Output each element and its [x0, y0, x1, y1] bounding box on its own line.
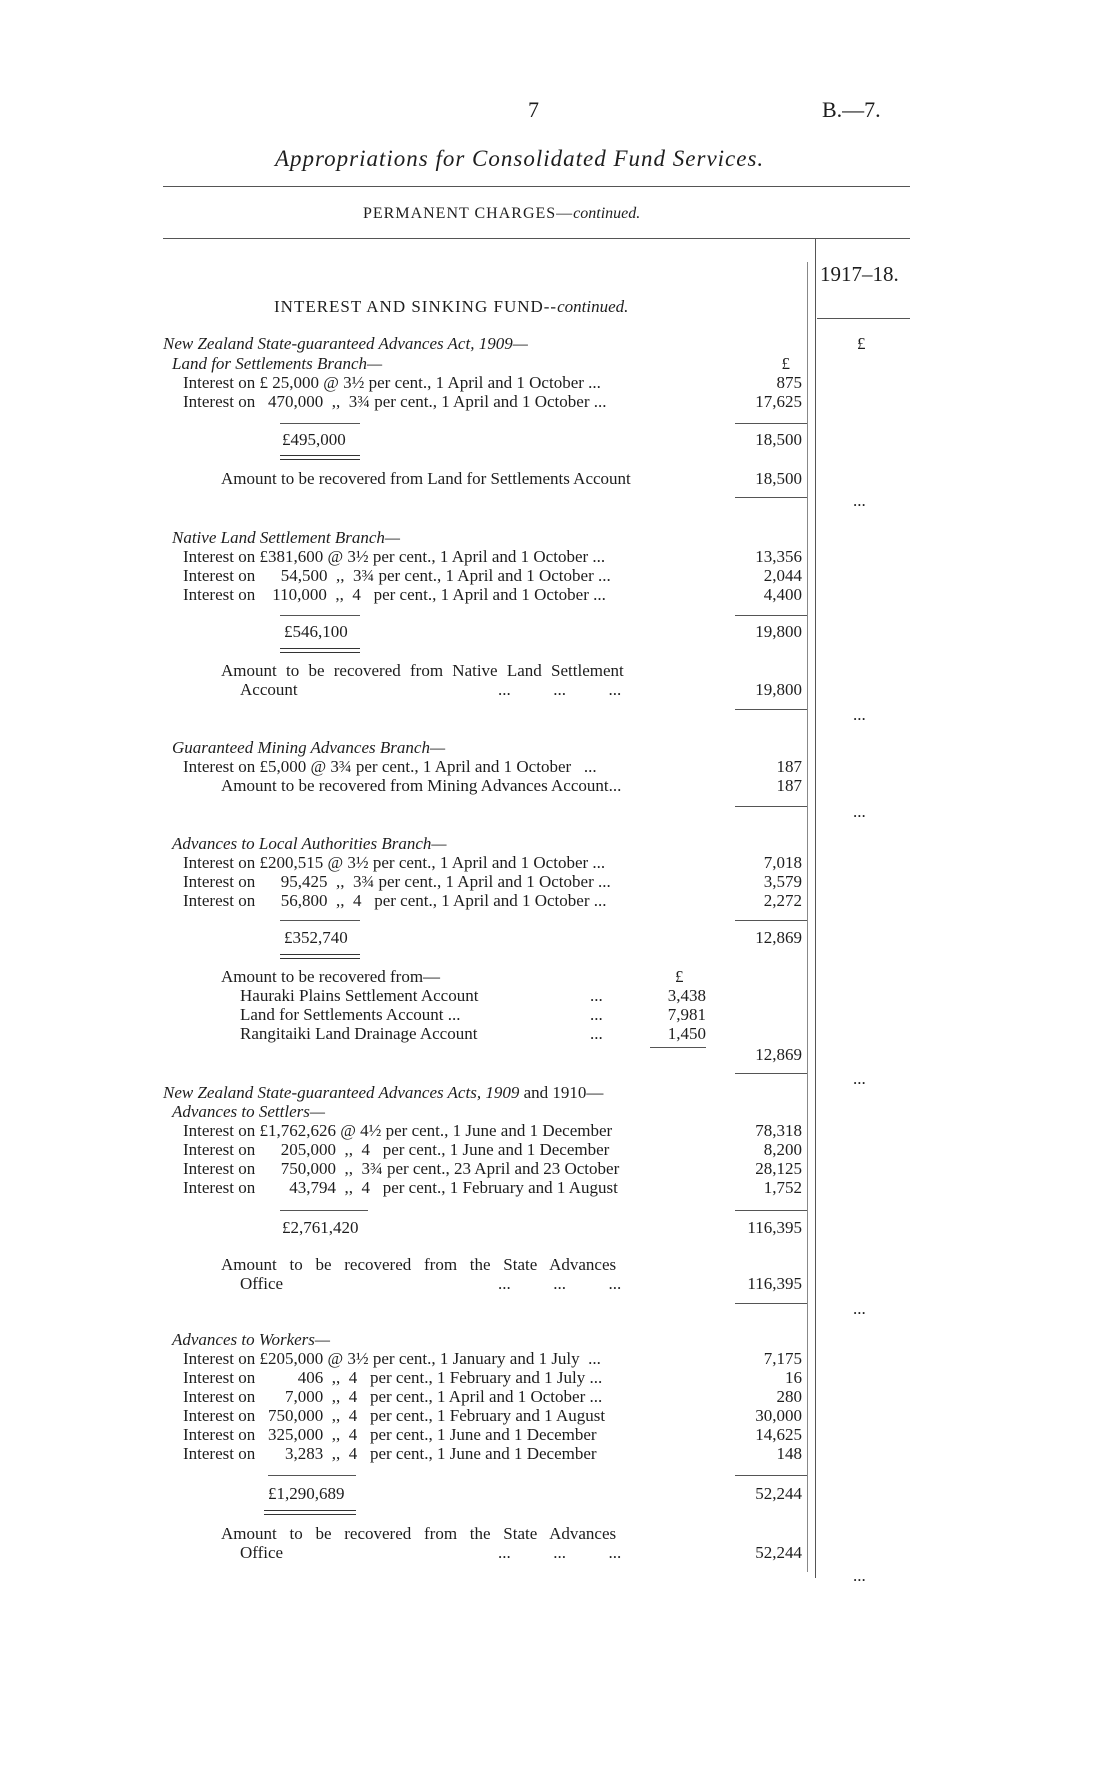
ala-row-3-amount: 2,272: [763, 891, 802, 910]
nls-row-2: Interest on 54,500 ,, 3¾ per cent., 1 April and 1 October ...: [183, 566, 611, 585]
ala-principal: £352,740: [284, 928, 348, 947]
atw-row-3: Interest on 7,000 ,, 4 per cent., 1 April and 1 October ...: [183, 1387, 603, 1406]
nls-recovered-line-1: Amount to be recovered from Native Land Settlement: [221, 661, 624, 680]
section-subtitle: [363, 204, 640, 223]
ala-sub-row-1: Hauraki Plains Settlement Account: [240, 986, 479, 1005]
nls-recovered-amount: 19,800: [755, 680, 802, 699]
section-heading-main: INTEREST AND SINKING FUND--: [274, 297, 558, 316]
ala-sub-row-3: Rangitaiki Land Drainage Account: [240, 1024, 478, 1043]
nls-principal-double-rule: [280, 648, 360, 653]
section-heading: [274, 297, 628, 316]
act-heading-part-a: New Zealand State-guaranteed Advances Acts, 1909: [163, 1083, 524, 1102]
ala-sub-currency: £: [675, 967, 684, 986]
page-number: 7: [528, 97, 539, 122]
ats-principal-rule: [280, 1210, 368, 1211]
ats-principal: £2,761,420: [282, 1218, 359, 1237]
section-heading-cont: continued.: [557, 297, 629, 316]
atw-principal: £1,290,689: [268, 1484, 345, 1503]
ala-recovered-amount: 12,869: [755, 1045, 802, 1064]
nls-principal: £546,100: [284, 622, 348, 641]
ats-recovered-dots: ... ... ...: [498, 1274, 622, 1293]
gma-recovered: Amount to be recovered from Mining Advances Account...: [221, 776, 622, 795]
ala-year-value: ...: [853, 1069, 866, 1088]
ala-sub-row-2-dots: ...: [590, 1005, 603, 1024]
lfs-row-2: Interest on 470,000 ,, 3¾ per cent., 1 April and 1 October ...: [183, 392, 607, 411]
atw-row-2-amount: 16: [785, 1368, 802, 1387]
atw-row-6: Interest on 3,283 ,, 4 per cent., 1 June and 1 December: [183, 1444, 597, 1463]
nls-principal-rule: [280, 615, 360, 616]
ala-total-rule: [735, 920, 807, 921]
ats-row-3: Interest on 750,000 ,, 3¾ per cent., 23 April and 23 October: [183, 1159, 620, 1178]
lfs-principal-double-rule: [280, 455, 360, 460]
lfs-currency: £: [781, 354, 790, 373]
ala-sub-row-3-dots: ...: [590, 1024, 603, 1043]
ala-row-2-amount: 3,579: [763, 872, 802, 891]
ats-recovered-line-2: Office: [240, 1274, 284, 1293]
ats-row-2: Interest on 205,000 ,, 4 per cent., 1 June and 1 December: [183, 1140, 610, 1159]
nls-row-1-amount: 13,356: [755, 547, 802, 566]
ala-total: 12,869: [755, 928, 802, 947]
atw-year-value: ...: [853, 1566, 866, 1585]
lfs-heading: Land for Settlements Branch—: [172, 354, 383, 373]
ala-principal-double-rule: [280, 954, 360, 959]
nls-total: 19,800: [755, 622, 802, 641]
atw-row-3-amount: 280: [776, 1387, 802, 1406]
ala-sub-row-3-amount: 1,450: [667, 1024, 706, 1043]
ala-principal-rule: [280, 920, 360, 921]
ala-row-1-amount: 7,018: [763, 853, 802, 872]
lfs-recovered: Amount to be recovered from Land for Settlements Account: [221, 469, 631, 488]
ats-total-rule: [735, 1210, 807, 1211]
gma-row-amount: 187: [776, 757, 802, 776]
ats-recovered-amount: 116,395: [747, 1274, 802, 1293]
year-header-rule: [817, 318, 910, 319]
atw-recovered-dots: ... ... ...: [498, 1543, 622, 1562]
page-title: Appropriations for Consolidated Fund Services.: [275, 146, 765, 171]
atw-row-5: Interest on 325,000 ,, 4 per cent., 1 June and 1 December: [183, 1425, 597, 1444]
atw-total: 52,244: [755, 1484, 802, 1503]
nls-row-3: Interest on 110,000 ,, 4 per cent., 1 April and 1 October ...: [183, 585, 606, 604]
ala-end-rule: [735, 1073, 807, 1074]
ala-sub-row-1-amount: 3,438: [667, 986, 706, 1005]
act-heading-1909: New Zealand State-guaranteed Advances Act, 1909—: [163, 334, 528, 353]
nls-heading: Native Land Settlement Branch—: [172, 528, 401, 547]
act-heading-part-b: and: [523, 1083, 549, 1102]
gma-end-rule: [735, 806, 807, 807]
atw-row-6-amount: 148: [776, 1444, 802, 1463]
document-code: B.—7.: [822, 97, 881, 122]
atw-row-4-amount: 30,000: [755, 1406, 802, 1425]
atw-heading: Advances to Workers—: [172, 1330, 331, 1349]
subtitle-cont: continued.: [573, 205, 641, 222]
ats-heading: Advances to Settlers—: [172, 1102, 325, 1121]
nls-row-2-amount: 2,044: [763, 566, 802, 585]
ala-row-1: Interest on £200,515 @ 3½ per cent., 1 April and 1 October ...: [183, 853, 606, 872]
nls-recovered-dots: ... ... ...: [498, 680, 622, 699]
nls-row-1: Interest on £381,600 @ 3½ per cent., 1 April and 1 October ...: [183, 547, 606, 566]
atw-recovered-line-2: Office: [240, 1543, 284, 1562]
ala-sub-row-1-dots: ...: [590, 986, 603, 1005]
atw-row-1-amount: 7,175: [763, 1349, 802, 1368]
year-column-divider: [815, 238, 816, 1578]
act-heading-1909-1910: [163, 1083, 603, 1102]
atw-recovered-line-1: Amount to be recovered from the State Advances: [221, 1524, 617, 1543]
nls-recovered-line-2: Account: [240, 680, 298, 699]
act-heading-part-c: 1910—: [548, 1083, 604, 1102]
nls-total-rule: [735, 615, 807, 616]
gma-heading: Guaranteed Mining Advances Branch—: [172, 738, 446, 757]
ala-row-2: Interest on 95,425 ,, 3¾ per cent., 1 April and 1 October ...: [183, 872, 611, 891]
lfs-recovered-amount: 18,500: [755, 469, 802, 488]
ala-recovered-from: Amount to be recovered from—: [221, 967, 441, 986]
title-rule: [163, 186, 910, 187]
atw-total-rule: [735, 1475, 807, 1476]
ala-sub-total-rule: [650, 1047, 706, 1048]
atw-row-5-amount: 14,625: [755, 1425, 802, 1444]
subtitle-main: PERMANENT CHARGES—: [363, 205, 574, 222]
ats-row-1-amount: 78,318: [755, 1121, 802, 1140]
ats-row-4-amount: 1,752: [763, 1178, 802, 1197]
ala-heading: Advances to Local Authorities Branch—: [172, 834, 447, 853]
ats-recovered-line-1: Amount to be recovered from the State Advances: [221, 1255, 617, 1274]
atw-row-4: Interest on 750,000 ,, 4 per cent., 1 February and 1 August: [183, 1406, 606, 1425]
lfs-end-rule: [735, 497, 807, 498]
atw-recovered-amount: 52,244: [755, 1543, 802, 1562]
atw-row-1: Interest on £205,000 @ 3½ per cent., 1 January and 1 July ...: [183, 1349, 601, 1368]
lfs-total: 18,500: [755, 430, 802, 449]
atw-row-2: Interest on 406 ,, 4 per cent., 1 February and 1 July ...: [183, 1368, 603, 1387]
ats-year-value: ...: [853, 1299, 866, 1318]
ats-end-rule: [735, 1303, 807, 1304]
ala-row-3: Interest on 56,800 ,, 4 per cent., 1 April and 1 October ...: [183, 891, 607, 910]
subtitle-rule: [163, 238, 910, 239]
ala-sub-row-2-amount: 7,981: [667, 1005, 706, 1024]
amount-column-rule: [807, 262, 808, 1572]
atw-principal-double-rule: [264, 1510, 356, 1515]
ats-row-3-amount: 28,125: [755, 1159, 802, 1178]
lfs-row-1-amount: 875: [776, 373, 802, 392]
ala-sub-row-2: Land for Settlements Account ...: [240, 1005, 461, 1024]
gma-year-value: ...: [853, 802, 866, 821]
ats-row-2-amount: 8,200: [763, 1140, 802, 1159]
nls-year-value: ...: [853, 705, 866, 724]
gma-recovered-amount: 187: [776, 776, 802, 795]
lfs-row-1: Interest on £ 25,000 @ 3½ per cent., 1 April and 1 October ...: [183, 373, 601, 392]
atw-principal-rule: [268, 1475, 356, 1476]
lfs-row-2-amount: 17,625: [755, 392, 802, 411]
lfs-principal-rule: [280, 423, 360, 424]
ats-row-1: Interest on £1,762,626 @ 4½ per cent., 1 June and 1 December: [183, 1121, 613, 1140]
nls-row-3-amount: 4,400: [763, 585, 802, 604]
lfs-year-value: ...: [853, 491, 866, 510]
year-column-header: 1917–18.: [820, 262, 899, 286]
gma-row: Interest on £5,000 @ 3¾ per cent., 1 April and 1 October ...: [183, 757, 597, 776]
nls-end-rule: [735, 709, 807, 710]
lfs-total-rule: [735, 423, 807, 424]
ats-row-4: Interest on 43,794 ,, 4 per cent., 1 February and 1 August: [183, 1178, 618, 1197]
ats-total: 116,395: [747, 1218, 802, 1237]
year-currency: £: [857, 334, 866, 353]
lfs-principal: £495,000: [282, 430, 346, 449]
